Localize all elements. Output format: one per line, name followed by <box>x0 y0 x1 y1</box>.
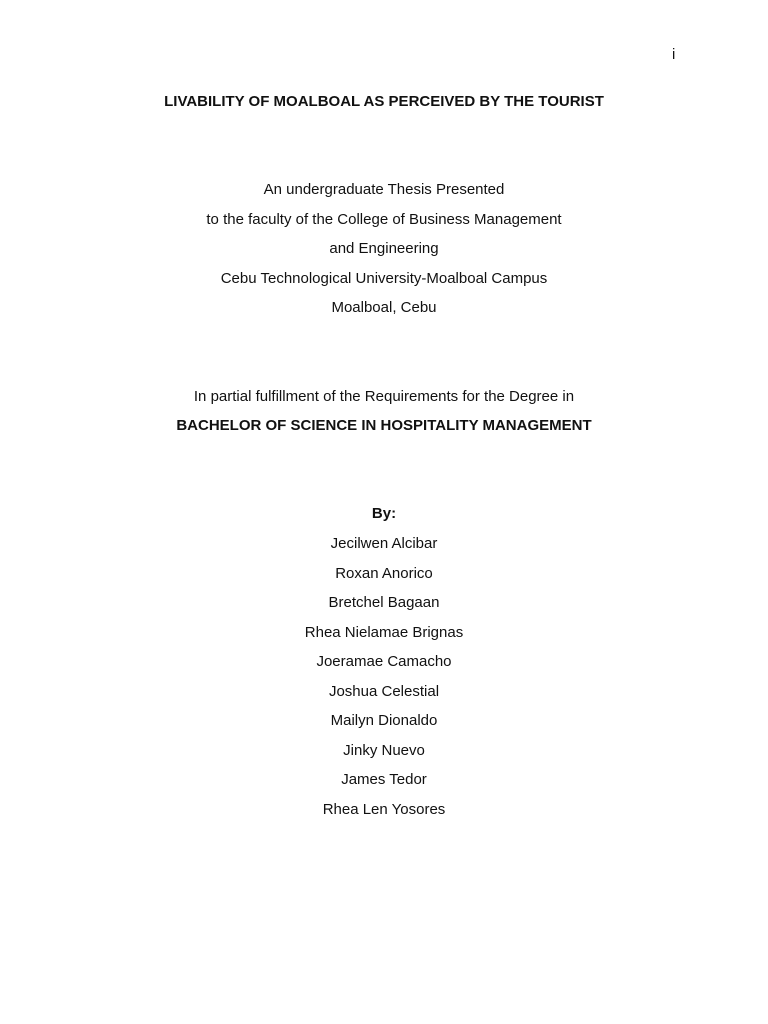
degree-name: BACHELOR OF SCIENCE IN HOSPITALITY MANAGEMENT <box>176 417 592 434</box>
page-number: i <box>672 46 676 63</box>
author-name: Rhea Len Yosores <box>322 800 446 818</box>
author-list <box>0 534 768 829</box>
author-name: Rhea Nielamae Brignas <box>304 623 464 641</box>
author-name: Jecilwen Alcibar <box>330 535 438 552</box>
presentation-line: Moalboal, Cebu <box>331 299 437 316</box>
author-name: James Tedor <box>341 771 427 788</box>
thesis-title: LIVABILITY OF MOALBOAL AS PERCEIVED BY THE TOURIST <box>164 93 604 110</box>
author-name: Mailyn Dionaldo <box>330 712 438 729</box>
author-name: Jinky Nuevo <box>343 741 425 759</box>
author-name: Joeramae Camacho <box>316 653 452 670</box>
presentation-line: and Engineering <box>329 240 439 257</box>
fulfillment-statement: In partial fulfillment of the Requirements for the Degree in <box>193 388 575 405</box>
author-name: Bretchel Bagaan <box>328 594 440 611</box>
presentation-line: Cebu Technological University-Moalboal Campus <box>220 270 548 287</box>
presentation-line: An undergraduate Thesis Presented <box>263 181 505 198</box>
author-name: Roxan Anorico <box>335 564 433 582</box>
author-name: Joshua Celestial <box>328 682 440 700</box>
presentation-line: to the faculty of the College of Business Management <box>206 211 562 228</box>
by-label: By: <box>371 505 397 522</box>
